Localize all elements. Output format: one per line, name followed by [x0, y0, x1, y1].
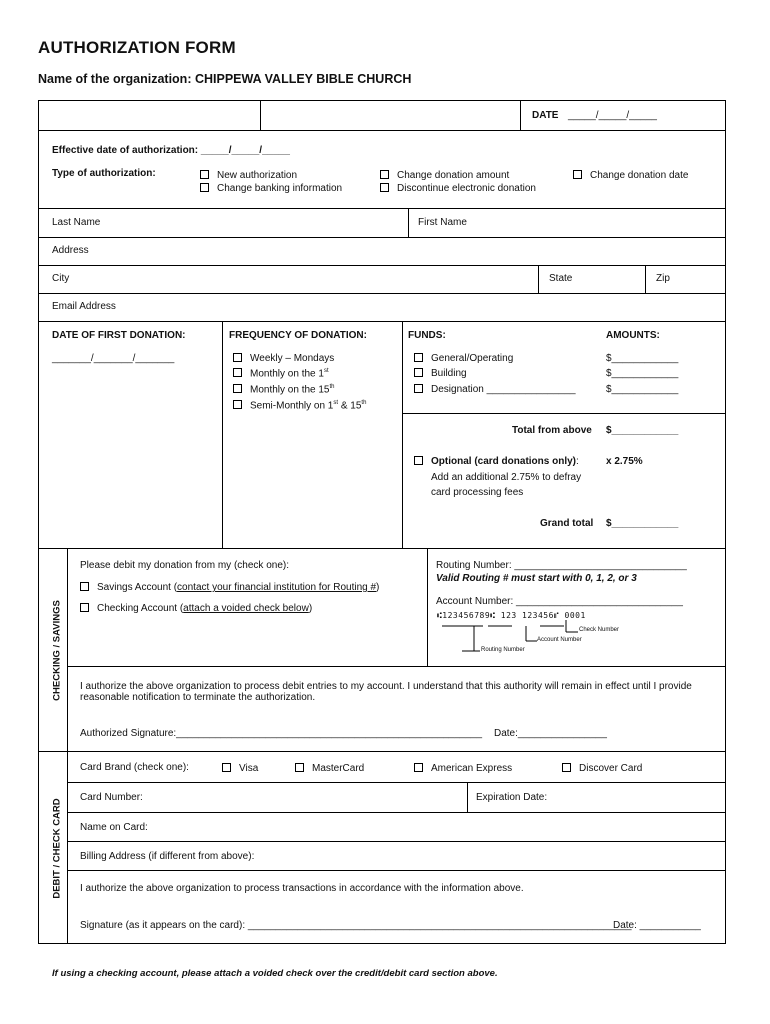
checkbox-icon[interactable]	[414, 353, 423, 362]
freq-semimonthly-option[interactable]: Semi-Monthly on 1st & 15th	[233, 400, 366, 411]
checkbox-icon[interactable]	[414, 763, 423, 772]
optional-note-line2: card processing fees	[431, 487, 524, 498]
first-name-field[interactable]: First Name	[418, 217, 467, 228]
total-field[interactable]: $____________	[606, 425, 679, 436]
amount-general-field[interactable]: $____________	[606, 353, 679, 364]
new-authorization-option[interactable]: New authorization	[200, 170, 297, 181]
checkbox-icon[interactable]	[200, 170, 209, 179]
effective-date-field[interactable]: Effective date of authorization: _____/_____/_____	[52, 145, 290, 156]
checking-savings-side-label: CHECKING / SAVINGS	[51, 600, 63, 701]
routing-note: Valid Routing # must start with 0, 1, 2, or 3	[436, 573, 637, 584]
grand-total-field[interactable]: $____________	[606, 518, 679, 529]
discover-option[interactable]: Discover Card	[562, 763, 642, 774]
change-banking-option[interactable]: Change banking information	[200, 183, 342, 194]
checkbox-icon[interactable]	[573, 170, 582, 179]
type-label: Type of authorization:	[52, 168, 156, 179]
checkbox-icon[interactable]	[233, 400, 242, 409]
card-brand-label: Card Brand (check one):	[80, 762, 189, 773]
checkbox-icon[interactable]	[200, 183, 209, 192]
card-number-field[interactable]: Card Number:	[80, 792, 143, 803]
grand-total-label: Grand total	[540, 518, 594, 529]
discontinue-option[interactable]: Discontinue electronic donation	[380, 183, 536, 194]
checkbox-icon[interactable]	[222, 763, 231, 772]
email-field[interactable]: Email Address	[52, 301, 116, 312]
debit-card-side-label: DEBIT / CHECK CARD	[51, 798, 63, 899]
routing-number-label: Routing Number	[481, 647, 525, 653]
checking-account-option[interactable]: Checking Account (attach a voided check below)	[80, 603, 312, 614]
amex-option[interactable]: American Express	[414, 763, 512, 774]
debit-authorization-text-line2: reasonable notification to terminate the authorization.	[80, 692, 316, 703]
optional-rate: x 2.75%	[606, 456, 643, 467]
amounts-header: AMOUNTS:	[606, 330, 660, 341]
first-donation-header: DATE OF FIRST DONATION:	[52, 330, 186, 341]
checkbox-icon[interactable]	[414, 456, 423, 465]
routing-number-field[interactable]: Routing Number: _______________________________	[436, 560, 687, 571]
checkbox-icon[interactable]	[233, 353, 242, 362]
account-number-label: Account Number	[537, 637, 582, 643]
checkbox-icon[interactable]	[380, 170, 389, 179]
fund-building-option[interactable]: Building	[414, 368, 467, 379]
optional-note-line1: Add an additional 2.75% to defray	[431, 472, 582, 483]
freq-monthly-15-option[interactable]: Monthly on the 15th	[233, 384, 335, 395]
amount-building-field[interactable]: $____________	[606, 368, 679, 379]
checkbox-icon[interactable]	[380, 183, 389, 192]
form-title: AUTHORIZATION FORM	[38, 38, 236, 57]
frequency-header: FREQUENCY OF DONATION:	[229, 330, 367, 341]
organization-name: Name of the organization: CHIPPEWA VALLEY BIBLE CHURCH	[38, 72, 412, 86]
card-authorization-text: I authorize the above organization to process transactions in accordance with the information above.	[80, 883, 524, 894]
checkbox-icon[interactable]	[233, 368, 242, 377]
change-amount-option[interactable]: Change donation amount	[380, 170, 509, 181]
checkbox-icon[interactable]	[562, 763, 571, 772]
authorized-signature-field[interactable]: Authorized Signature:_______________________________________________________	[80, 728, 483, 739]
debit-authorization-text-line1: I authorize the above organization to process debit entries to my account. I understand that this authority will remain in effect until I provide	[80, 681, 692, 692]
name-on-card-field[interactable]: Name on Card:	[80, 822, 148, 833]
billing-address-field[interactable]: Billing Address (if different from above):	[80, 851, 255, 862]
change-date-option[interactable]: Change donation date	[573, 170, 688, 181]
checkbox-icon[interactable]	[80, 603, 89, 612]
micr-line: ⑆123456789⑆ 123 123456⑈ 0001	[437, 611, 586, 620]
card-signature-field[interactable]: Signature (as it appears on the card): _____________________________________________________________________	[80, 920, 632, 931]
state-field[interactable]: State	[549, 273, 573, 284]
savings-account-option[interactable]: Savings Account (contact your financial institution for Routing #)	[80, 582, 379, 593]
checkbox-icon[interactable]	[80, 582, 89, 591]
checkbox-icon[interactable]	[233, 384, 242, 393]
freq-weekly-option[interactable]: Weekly – Mondays	[233, 353, 334, 364]
fund-designation-option[interactable]: Designation ________________	[414, 384, 576, 395]
optional-fee-option[interactable]: Optional (card donations only):	[414, 456, 579, 467]
zip-field[interactable]: Zip	[656, 273, 670, 284]
total-label: Total from above	[512, 425, 592, 436]
account-number-field[interactable]: Account Number: ______________________________	[436, 596, 683, 607]
last-name-field[interactable]: Last Name	[52, 217, 101, 228]
freq-monthly-1-option[interactable]: Monthly on the 1st	[233, 368, 329, 379]
city-field[interactable]: City	[52, 273, 70, 284]
checkbox-icon[interactable]	[414, 384, 423, 393]
checkbox-icon[interactable]	[414, 368, 423, 377]
expiration-date-field[interactable]: Expiration Date:	[476, 792, 548, 803]
date-field[interactable]: _____/_____/_____	[568, 110, 657, 121]
checking-date-field[interactable]: Date:________________	[494, 728, 607, 739]
checkbox-icon[interactable]	[295, 763, 304, 772]
card-date-field[interactable]: Date: ___________	[613, 920, 701, 931]
footer-note: If using a checking account, please attach a voided check over the credit/debit card section above.	[52, 968, 498, 979]
visa-option[interactable]: Visa	[222, 763, 258, 774]
fund-general-option[interactable]: General/Operating	[414, 353, 513, 364]
mastercard-option[interactable]: MasterCard	[295, 763, 364, 774]
amount-designation-field[interactable]: $____________	[606, 384, 679, 395]
first-donation-field[interactable]: _______/_______/_______	[52, 353, 175, 364]
check-number-label: Check Number	[579, 627, 620, 633]
funds-header: FUNDS:	[408, 330, 446, 341]
debit-prompt: Please debit my donation from my (check one):	[80, 560, 289, 571]
check-diagram-lines	[440, 620, 610, 658]
date-label: DATE	[532, 110, 559, 121]
address-field[interactable]: Address	[52, 245, 89, 256]
